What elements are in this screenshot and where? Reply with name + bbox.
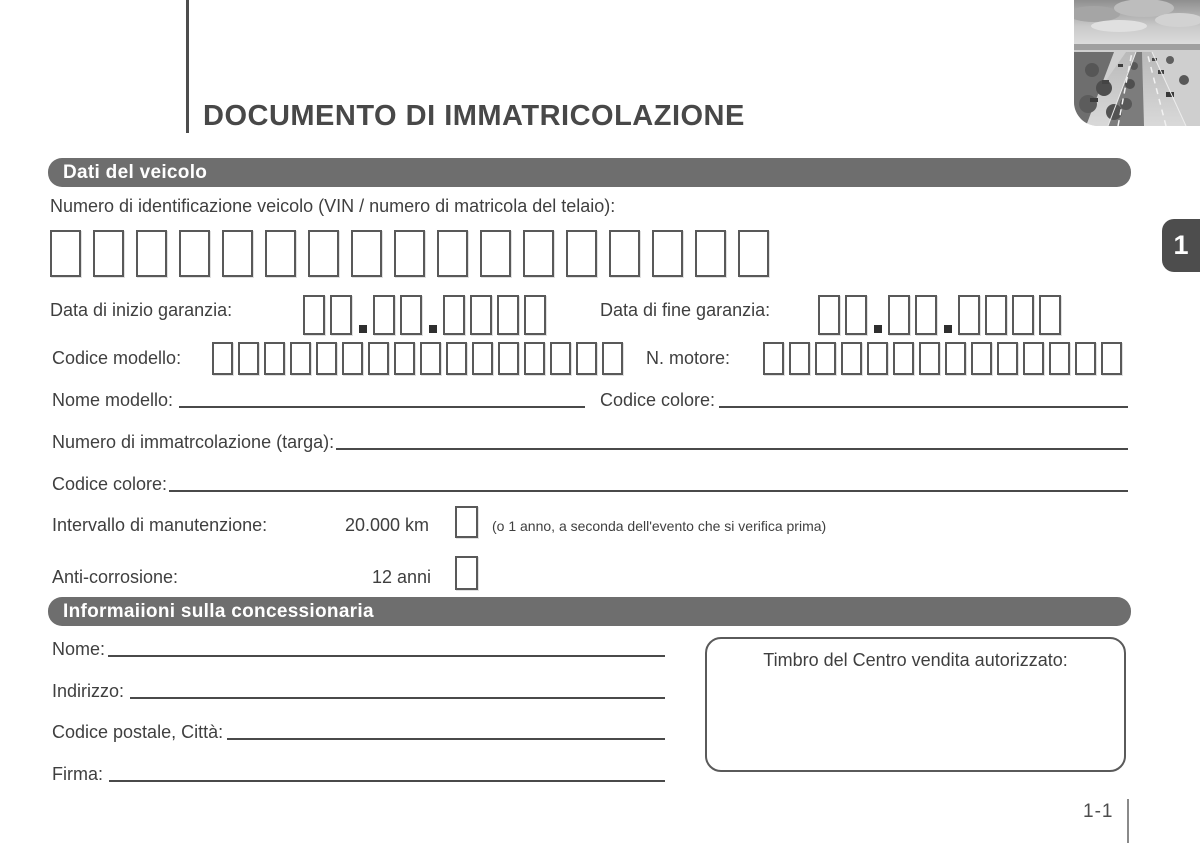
plate-write-line	[336, 448, 1128, 450]
page-number: 1-1	[1083, 801, 1114, 822]
char-box	[342, 342, 363, 375]
char-box	[524, 342, 545, 375]
warranty-end-label: Data di fine garanzia:	[600, 300, 771, 320]
char-box	[524, 295, 546, 335]
char-box	[470, 295, 492, 335]
highway-photo	[1074, 0, 1200, 126]
dealer-city-write-line	[227, 738, 665, 740]
model-name-write-line	[179, 406, 585, 408]
date-separator-dot	[359, 325, 367, 333]
char-box	[238, 342, 259, 375]
char-box	[845, 295, 867, 335]
char-box	[695, 230, 726, 277]
maintenance-label: Intervallo di manutenzione:	[52, 515, 268, 535]
color-code-full-write-line	[169, 490, 1128, 492]
char-box	[971, 342, 992, 375]
plate-label: Numero di immatrcolazione (targa):	[52, 432, 335, 452]
char-box	[841, 342, 862, 375]
vin-box-row	[50, 230, 781, 277]
warranty-start-date-boxes	[303, 295, 551, 335]
char-box	[373, 295, 395, 335]
date-month-group	[373, 295, 427, 335]
color-code-label: Codice colore:	[600, 390, 716, 410]
char-box	[1075, 342, 1096, 375]
char-box	[93, 230, 124, 277]
char-box	[867, 342, 888, 375]
chapter-tab	[1162, 219, 1200, 272]
char-box	[264, 342, 285, 375]
char-box	[420, 342, 441, 375]
color-code-full-row	[52, 474, 1128, 495]
stamp-box-label: Timbro del Centro vendita autorizzato:	[763, 650, 1068, 670]
highway-photo-graphic	[1074, 0, 1200, 126]
color-code-row	[600, 390, 1128, 411]
char-box	[576, 342, 597, 375]
char-box	[997, 342, 1018, 375]
section-header-dealer-info	[48, 597, 1131, 626]
section-header-vehicle-data-label: Dati del veicolo	[63, 161, 208, 183]
char-box	[400, 295, 422, 335]
char-box	[303, 295, 325, 335]
char-box	[351, 230, 382, 277]
title-accent-bar	[186, 0, 189, 133]
char-box	[958, 295, 980, 335]
model-code-box-row	[212, 342, 628, 375]
vin-label: Numero di identificazione veicolo (VIN / numero di matricola del telaio):	[50, 196, 616, 216]
maintenance-interval-value: 20.000 km	[345, 515, 430, 535]
char-box	[609, 230, 640, 277]
char-box	[308, 230, 339, 277]
char-box	[368, 342, 389, 375]
char-box	[888, 295, 910, 335]
dealer-city-label: Codice postale, Città:	[52, 722, 224, 742]
date-year-group	[958, 295, 1066, 335]
model-code-label: Codice modello:	[52, 348, 182, 368]
warranty-end-date-boxes	[818, 295, 1066, 335]
char-box	[985, 295, 1007, 335]
char-box	[497, 295, 519, 335]
dealer-signature-write-line	[109, 780, 665, 782]
dealer-signature-row	[52, 764, 665, 785]
maintenance-checkbox	[455, 506, 478, 538]
warranty-start-label: Data di inizio garanzia:	[50, 300, 233, 320]
char-box	[915, 295, 937, 335]
char-box	[652, 230, 683, 277]
page-edge-line	[1127, 799, 1129, 843]
date-separator-dot	[944, 325, 952, 333]
dealer-name-write-line	[108, 655, 665, 657]
anticorrosion-value: 12 anni	[372, 567, 432, 587]
char-box	[443, 295, 465, 335]
char-box	[893, 342, 914, 375]
date-separator-dot	[874, 325, 882, 333]
char-box	[222, 230, 253, 277]
char-box	[316, 342, 337, 375]
char-box	[330, 295, 352, 335]
char-box	[1039, 295, 1061, 335]
char-box	[738, 230, 769, 277]
section-header-vehicle-data	[48, 158, 1131, 187]
date-day-group	[303, 295, 357, 335]
char-box	[602, 342, 623, 375]
char-box	[446, 342, 467, 375]
dealer-name-row	[52, 639, 665, 660]
char-box	[472, 342, 493, 375]
char-box	[265, 230, 296, 277]
dealer-address-write-line	[130, 697, 665, 699]
char-box	[523, 230, 554, 277]
char-box	[1012, 295, 1034, 335]
char-box	[498, 342, 519, 375]
char-box	[945, 342, 966, 375]
engine-no-box-row	[763, 342, 1127, 375]
char-box	[136, 230, 167, 277]
char-box	[763, 342, 784, 375]
char-box	[566, 230, 597, 277]
maintenance-note: (o 1 anno, a seconda dell'evento che si verifica prima)	[492, 518, 827, 534]
model-name-row	[52, 390, 585, 411]
char-box	[50, 230, 81, 277]
dealer-address-label: Indirizzo:	[52, 681, 125, 701]
section-header-dealer-info-label: Informaiioni sulla concessionaria	[63, 600, 374, 622]
char-box	[212, 342, 233, 375]
char-box	[1049, 342, 1070, 375]
dealer-address-row	[52, 681, 665, 702]
date-day-group	[818, 295, 872, 335]
color-code-full-label: Codice colore:	[52, 474, 168, 494]
char-box	[789, 342, 810, 375]
dealer-city-row	[52, 722, 665, 743]
anticorrosion-checkbox	[455, 556, 478, 590]
char-box	[394, 230, 425, 277]
char-box	[437, 230, 468, 277]
date-month-group	[888, 295, 942, 335]
char-box	[1023, 342, 1044, 375]
char-box	[919, 342, 940, 375]
char-box	[290, 342, 311, 375]
anticorrosion-label: Anti-corrosione:	[52, 567, 179, 587]
color-code-write-line	[719, 406, 1128, 408]
char-box	[1101, 342, 1122, 375]
model-name-label: Nome modello:	[52, 390, 174, 410]
char-box	[818, 295, 840, 335]
char-box	[480, 230, 511, 277]
char-box	[394, 342, 415, 375]
chapter-tab-number: 1	[1173, 230, 1189, 260]
page-title: DOCUMENTO DI IMMATRICOLAZIONE	[203, 100, 745, 132]
char-box	[179, 230, 210, 277]
dealer-signature-label: Firma:	[52, 764, 103, 784]
char-box	[815, 342, 836, 375]
dealer-name-label: Nome:	[52, 639, 106, 659]
plate-row	[52, 432, 1128, 453]
engine-no-label: N. motore:	[646, 348, 731, 368]
stamp-box	[705, 637, 1126, 772]
date-separator-dot	[429, 325, 437, 333]
char-box	[550, 342, 571, 375]
date-year-group	[443, 295, 551, 335]
